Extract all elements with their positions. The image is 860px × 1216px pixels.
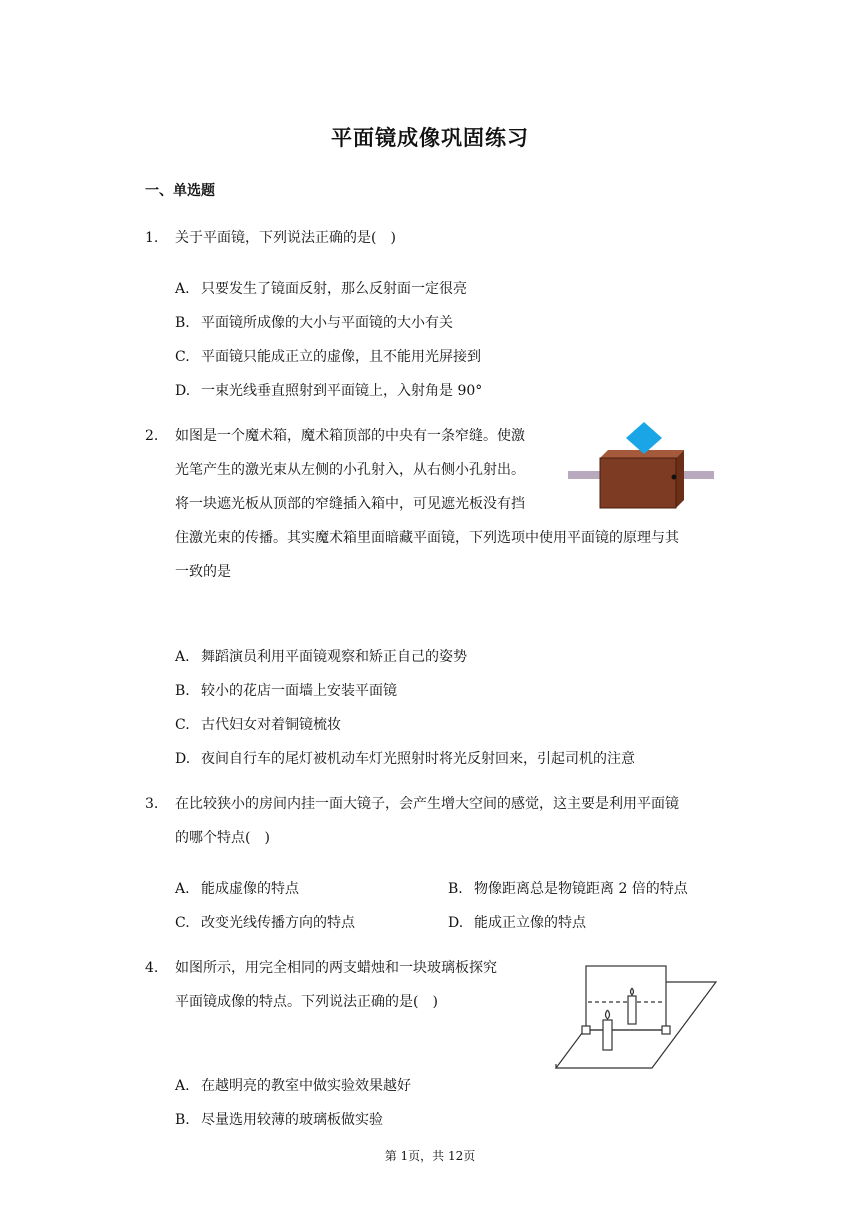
option-text: 尽量选用较薄的玻璃板做实验 [201,1112,383,1128]
option-b [175,680,397,700]
option-text: 在越明亮的教室中做实验效果越好 [201,1078,411,1094]
question-text-line: 如图所示，用完全相同的两支蜡烛和一块玻璃板探究 [175,960,497,976]
question-text-line: 在比较狭小的房间内挂一面大镜子，会产生增大空间的感觉，这主要是利用平面镜 [175,796,679,812]
candle-image [628,996,636,1024]
option-letter: B. [175,683,190,699]
option-a [175,646,467,666]
option-text: 舞蹈演员利用平面镜观察和矫正自己的姿势 [201,649,467,665]
question-text-line: 平面镜成像的特点。下列说法正确的是( ) [175,994,438,1010]
candle-front [603,1020,612,1050]
option-b [448,878,688,898]
option-d [175,748,635,768]
option-text: 能成虚像的特点 [201,881,299,897]
option-letter: C. [175,349,190,365]
option-text: 平面镜所成像的大小与平面镜的大小有关 [201,315,453,331]
page-footer: 第 1页，共 12页 [384,1149,476,1163]
option-b [175,1109,383,1129]
option-letter: B. [175,1112,190,1128]
option-letter: A. [175,881,190,897]
option-letter: A. [175,649,190,665]
option-c [175,714,341,734]
question-text-line: 光笔产生的激光束从左侧的小孔射入，从右侧小孔射出。 [175,462,525,478]
question-text: 关于平面镜，下列说法正确的是( ) [175,230,396,246]
option-letter: B. [175,315,190,331]
option-text: 只要发生了镜面反射，那么反射面一定很亮 [201,281,467,297]
option-a [175,878,299,898]
option-c [175,912,355,932]
question-text-line: 的哪个特点( ) [175,830,270,846]
option-d [448,912,586,932]
candle-experiment-figure [548,960,720,1072]
option-text: 夜间自行车的尾灯被机动车灯光照射时将光反射回来，引起司机的注意 [201,751,635,767]
option-letter: C. [175,717,190,733]
option-text: 较小的花店一面墙上安装平面镜 [201,683,397,699]
section-heading: 一、单选题 [145,183,215,199]
box-hole [672,475,677,480]
option-b [175,312,453,332]
light-shield-card [626,422,662,454]
option-a [175,1075,411,1095]
option-text: 能成正立像的特点 [474,915,586,931]
option-text: 平面镜只能成正立的虚像，且不能用光屏接到 [201,349,481,365]
question-number: 3. [145,796,159,812]
option-letter: C. [175,915,190,931]
option-letter: D. [448,915,464,931]
question-text-line: 如图是一个魔术箱，魔术箱顶部的中央有一条窄缝。使激 [175,428,525,444]
glass-plate [586,966,666,1030]
question-number: 1. [145,230,159,246]
question-text-line: 将一块遮光板从顶部的窄缝插入箱中，可见遮光板没有挡 [175,496,525,512]
option-text: 一束光线垂直照射到平面镜上，入射角是 90° [201,383,483,399]
option-c [175,346,481,366]
option-letter: B. [448,881,463,897]
box-front [600,458,676,508]
page-title: 平面镜成像巩固练习 [331,126,529,150]
question-text-line: 住激光束的传播。其实魔术箱里面暗藏平面镜，下列选项中使用平面镜的原理与其 [175,530,679,546]
option-letter: A. [175,1078,190,1094]
option-text: 古代妇女对着铜镜梳妆 [201,717,341,733]
left-laser-rod [568,471,604,479]
option-letter: D. [175,751,191,767]
question-number: 2. [145,428,159,444]
question-number: 4. [145,960,159,976]
option-text: 物像距离总是物镜距离 2 倍的特点 [474,881,688,897]
option-letter: A. [175,281,190,297]
option-d [175,380,482,400]
question-text-line: 一致的是 [175,564,231,580]
box-side [676,450,684,508]
option-a [175,278,467,298]
magic-box-figure [566,420,716,516]
option-text: 改变光线传播方向的特点 [201,915,355,931]
option-letter: D. [175,383,191,399]
